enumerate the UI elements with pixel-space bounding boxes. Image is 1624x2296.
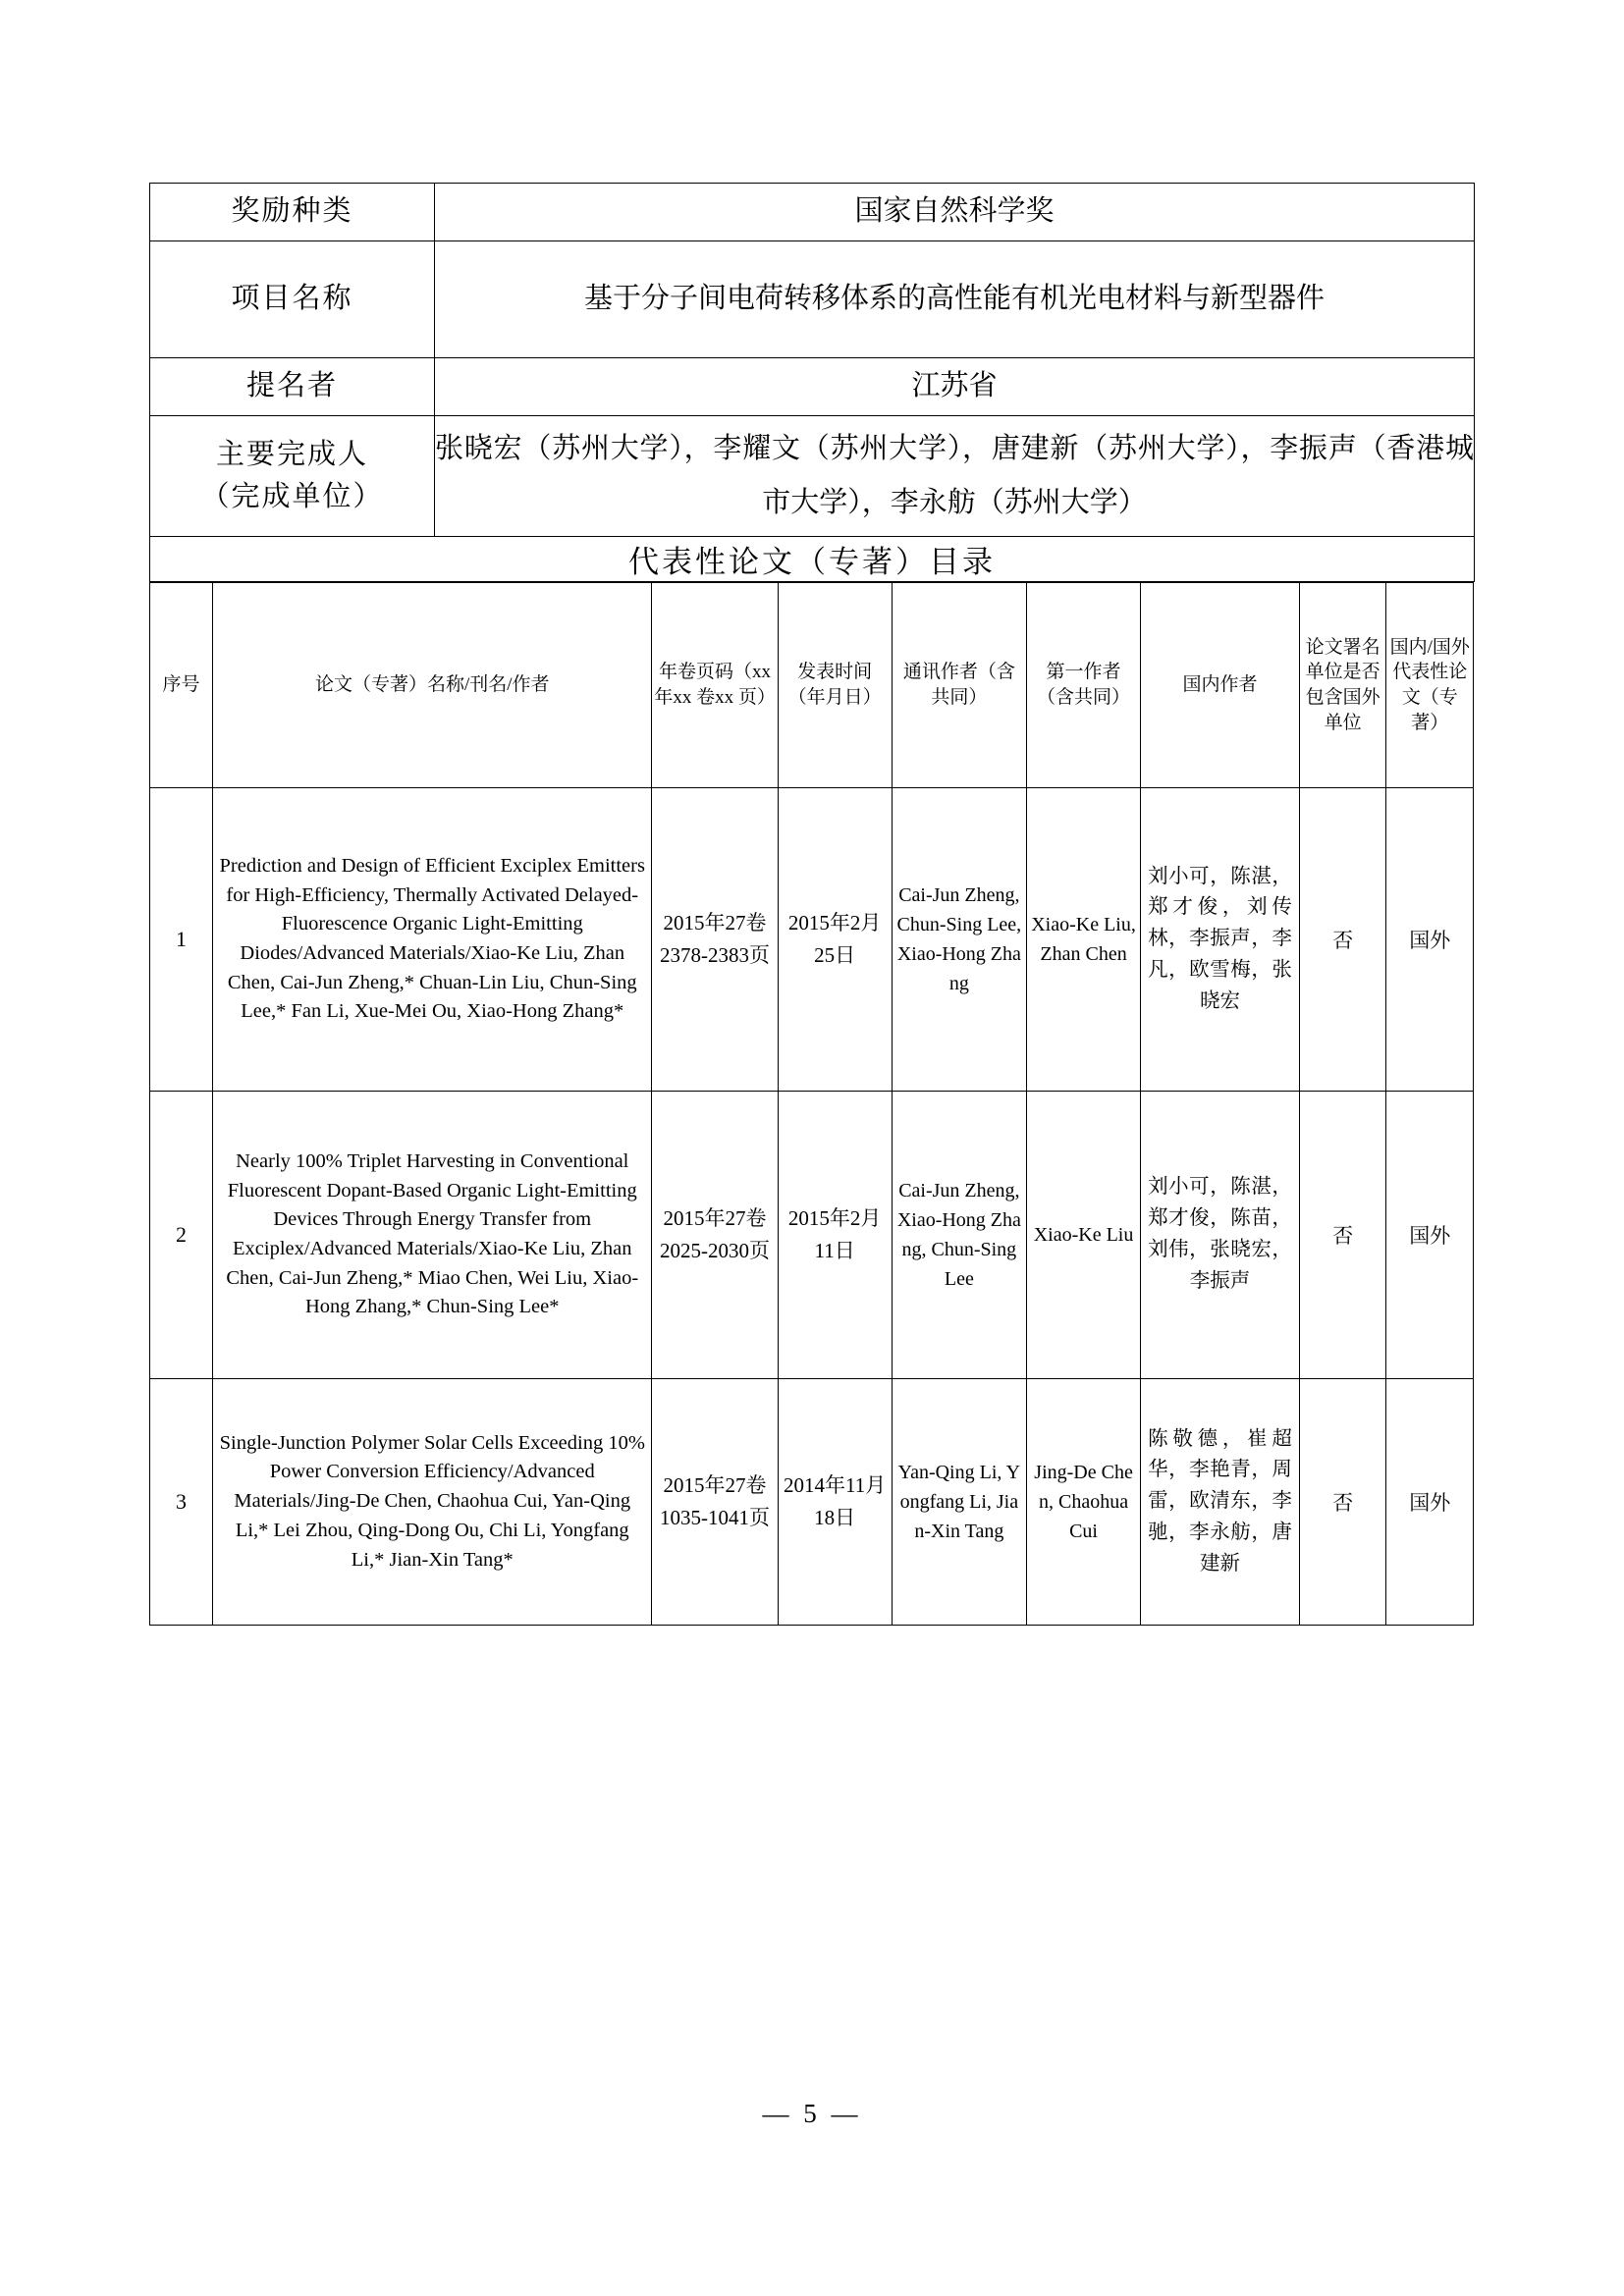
project-meta-table — [149, 183, 1475, 582]
cell-title: Nearly 100% Triplet Harvesting in Conventional Fluorescent Dopant-Based Organic Light-Emitting Devices Through Energy Transfer from Exciplex/Advanced Materials/Xiao-Ke Liu, Zhan Chen, Cai-Jun Zheng,* Miao Chen, Wei Liu, Xiao-Hong Zhang,* Chun-Sing Lee* — [213, 1092, 652, 1379]
column-header-title: 论文（专著）名称/刊名/作者 — [213, 583, 652, 788]
main-contributors-label-line1: 主要完成人 — [215, 438, 368, 470]
meta-row-nominator — [150, 358, 1475, 416]
table-row — [150, 1092, 1474, 1379]
table-row — [150, 788, 1474, 1092]
representative-papers-table — [149, 582, 1474, 1626]
cell-signing-unit: 否 — [1299, 1092, 1386, 1379]
cell-scope: 国外 — [1386, 1379, 1474, 1626]
table-body — [150, 788, 1474, 1626]
cell-year-volume-page: 2015年27卷2378-2383页 — [652, 788, 778, 1092]
page-number: — 5 — — [762, 2099, 862, 2128]
award-type-value: 国家自然科学奖 — [435, 184, 1475, 241]
column-header-domestic-authors: 国内作者 — [1141, 583, 1300, 788]
cell-seq: 2 — [150, 1092, 213, 1379]
column-header-year-volume-page: 年卷页码（xx年xx 卷xx 页） — [652, 583, 778, 788]
cell-title: Single-Junction Polymer Solar Cells Exceeding 10% Power Conversion Efficiency/Advanced Materials/Jing-De Chen, Chaohua Cui, Yan-Qing Li,* Lei Zhou, Qing-Dong Ou, Chi Li, Yongfang Li,* Jian-Xin Tang* — [213, 1379, 652, 1626]
column-header-signing-unit: 论文署名单位是否包含国外单位 — [1299, 583, 1386, 788]
cell-year-volume-page: 2015年27卷1035-1041页 — [652, 1379, 778, 1626]
cell-domestic-authors: 刘小可，陈湛，郑才俊，陈苗，刘伟，张晓宏，李振声 — [1141, 1092, 1300, 1379]
award-type-label: 奖励种类 — [150, 184, 435, 241]
table-row — [150, 1379, 1474, 1626]
cell-domestic-authors: 刘小可，陈湛，郑才俊，刘传林，李振声，李凡，欧雪梅，张晓宏 — [1141, 788, 1300, 1092]
cell-corresponding-author: Cai-Jun Zheng, Xiao-Hong Zhang, Chun-Sing Lee — [892, 1092, 1026, 1379]
main-contributors-value: 张晓宏（苏州大学），李耀文（苏州大学），唐建新（苏州大学），李振声（香港城市大学），李永舫（苏州大学） — [435, 416, 1475, 537]
column-header-seq: 序号 — [150, 583, 213, 788]
cell-scope: 国外 — [1386, 1092, 1474, 1379]
nominator-value: 江苏省 — [435, 358, 1475, 416]
cell-first-author: Xiao-Ke Liu, Zhan Chen — [1027, 788, 1141, 1092]
cell-scope: 国外 — [1386, 788, 1474, 1092]
cell-signing-unit: 否 — [1299, 788, 1386, 1092]
meta-row-project-name — [150, 241, 1475, 358]
project-name-label: 项目名称 — [150, 241, 435, 358]
cell-seq: 3 — [150, 1379, 213, 1626]
nominator-label: 提名者 — [150, 358, 435, 416]
cell-corresponding-author: Cai-Jun Zheng, Chun-Sing Lee, Xiao-Hong Zhang — [892, 788, 1026, 1092]
cell-signing-unit: 否 — [1299, 1379, 1386, 1626]
cell-seq: 1 — [150, 788, 213, 1092]
meta-row-award-type — [150, 184, 1475, 241]
column-header-corresponding-author: 通讯作者（含共同） — [892, 583, 1026, 788]
cell-first-author: Jing-De Chen, Chaohua Cui — [1027, 1379, 1141, 1626]
cell-domestic-authors: 陈敬德，崔超华，李艳青，周雷，欧清东，李驰，李永舫，唐建新 — [1141, 1379, 1300, 1626]
meta-row-section-title — [150, 537, 1475, 582]
project-name-value: 基于分子间电荷转移体系的高性能有机光电材料与新型器件 — [435, 241, 1475, 358]
cell-first-author: Xiao-Ke Liu — [1027, 1092, 1141, 1379]
cell-publish-date: 2015年2月25日 — [778, 788, 892, 1092]
meta-row-main-contributors — [150, 416, 1475, 537]
column-header-first-author: 第一作者（含共同） — [1027, 583, 1141, 788]
cell-publish-date: 2015年2月11日 — [778, 1092, 892, 1379]
cell-corresponding-author: Yan-Qing Li, Yongfang Li, Jian-Xin Tang — [892, 1379, 1026, 1626]
cell-year-volume-page: 2015年27卷2025-2030页 — [652, 1092, 778, 1379]
section-title: 代表性论文（专著）目录 — [150, 537, 1475, 582]
cell-title: Prediction and Design of Efficient Exciplex Emitters for High-Efficiency, Thermally Activated Delayed-Fluorescence Organic Light-Emitting Diodes/Advanced Materials/Xiao-Ke Liu, Zhan Chen, Cai-Jun Zheng,* Chuan-Lin Liu, Chun-Sing Lee,* Fan Li, Xue-Mei Ou, Xiao-Hong Zhang* — [213, 788, 652, 1092]
column-header-scope: 国内/国外代表性论文（专著） — [1386, 583, 1474, 788]
page-footer — [0, 2099, 1624, 2129]
main-contributors-label — [150, 416, 435, 537]
column-header-publish-date: 发表时间（年月日） — [778, 583, 892, 788]
cell-publish-date: 2014年11月18日 — [778, 1379, 892, 1626]
content-sheet — [149, 183, 1474, 1626]
main-contributors-label-line2: （完成单位） — [200, 481, 384, 512]
table-header-row — [150, 583, 1474, 788]
